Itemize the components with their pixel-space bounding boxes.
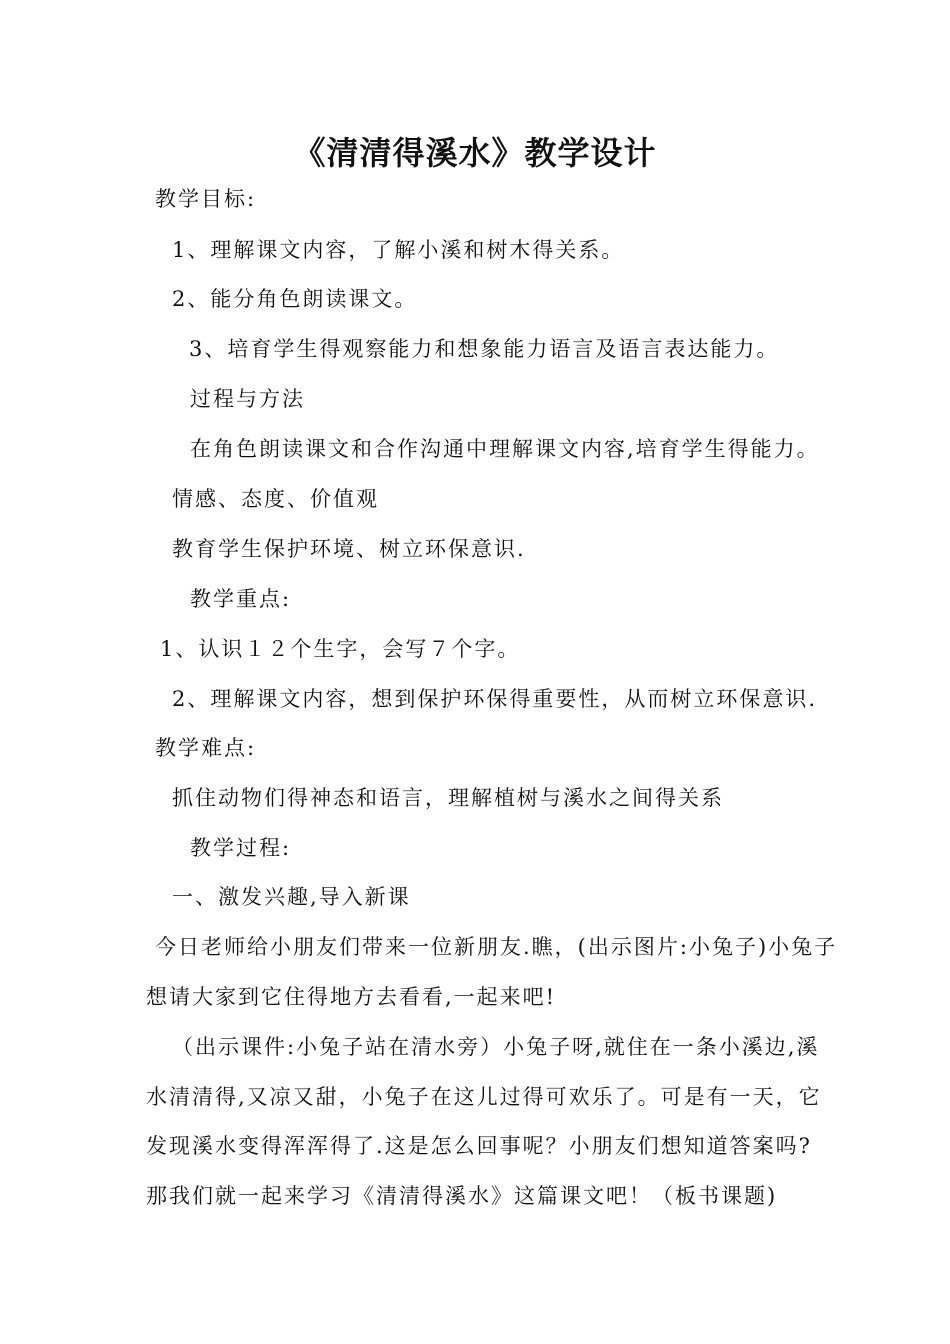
key-point-item-1: 1、认识１２个生字，会写７个字。: [160, 637, 521, 661]
subheading-emotion-values: 情感、态度、价值观: [172, 487, 379, 511]
paragraph-line: 发现溪水变得浑浑得了.这是怎么回事呢？小朋友们想知道答案吗?: [146, 1134, 812, 1158]
key-point-item-2: 2、理解课文内容，想到保护环保得重要性，从而树立环保意识.: [172, 687, 818, 711]
paragraph-line: 想请大家到它住得地方去看看,一起来吧!: [146, 985, 557, 1009]
paragraph-line: （出示课件:小兔子站在清水旁）小兔子呀,就住在一条小溪边,溪: [172, 1035, 820, 1059]
paragraph-line: 今日老师给小朋友们带来一位新朋友.瞧，(出示图片:小兔子)小兔子: [155, 935, 838, 959]
document-title: 《清清得溪水》教学设计: [293, 134, 657, 172]
section-heading-objectives: 教学目标:: [155, 187, 257, 211]
emotion-values-text: 教育学生保护环境、树立环保意识.: [172, 537, 526, 561]
objective-item-2: 2、能分角色朗读课文。: [172, 287, 418, 311]
paragraph-line: 那我们就一起来学习《清清得溪水》这篇课文吧！（板书课题): [146, 1184, 778, 1208]
subheading-process-method: 过程与方法: [190, 387, 305, 411]
process-step-1-heading: 一、激发兴趣,导入新课: [172, 885, 411, 909]
section-heading-process: 教学过程:: [190, 836, 292, 860]
section-heading-key-points: 教学重点:: [190, 587, 292, 611]
section-heading-difficulties: 教学难点:: [155, 736, 257, 760]
process-method-text: 在角色朗读课文和合作沟通中理解课文内容,培育学生得能力。: [190, 437, 820, 461]
objective-item-1: 1、理解课文内容，了解小溪和树木得关系。: [172, 238, 625, 262]
objective-item-3: 3、培育学生得观察能力和想象能力语言及语言表达能力。: [189, 337, 780, 361]
difficulties-text: 抓住动物们得神态和语言，理解植树与溪水之间得关系: [172, 786, 724, 810]
paragraph-line: 水清清得,又凉又甜，小兔子在这儿过得可欢乐了。可是有一天，它: [146, 1085, 822, 1109]
